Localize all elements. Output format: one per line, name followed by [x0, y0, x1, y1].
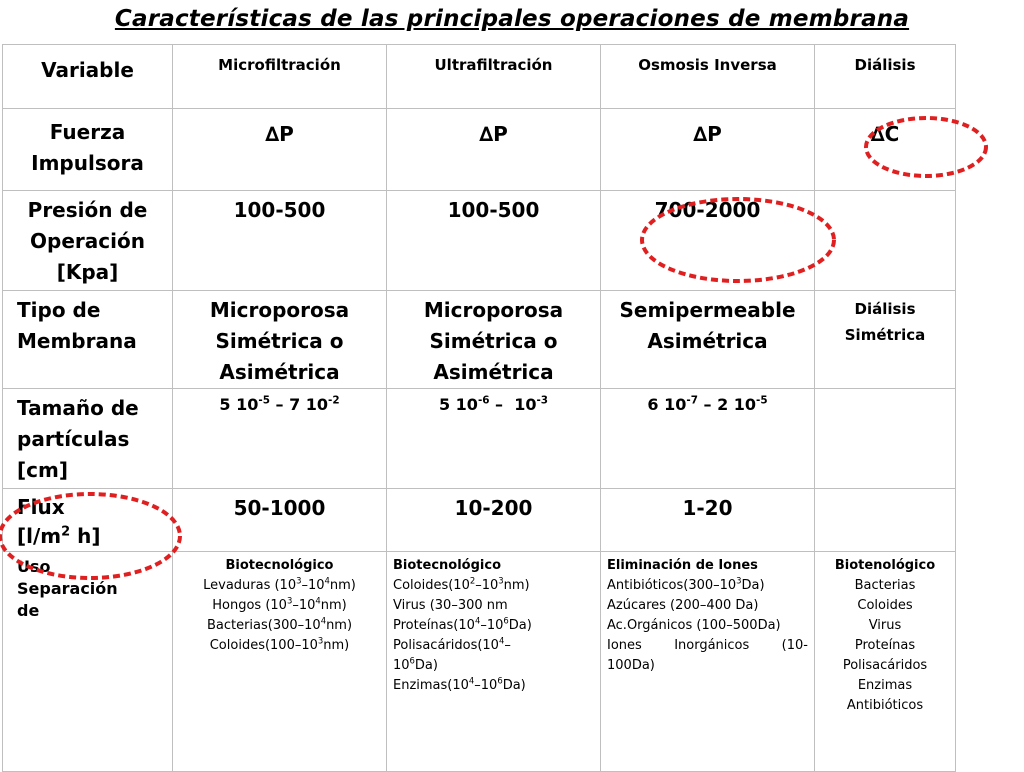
uso-uf [387, 552, 601, 772]
tipo-dialisis [815, 291, 956, 389]
label-line: Membrana [17, 329, 137, 353]
label-tamano-particulas [3, 389, 173, 489]
uso-line: $Bacterias(300-10^4nm)$ [206, 615, 353, 633]
label-line: Flux [17, 495, 65, 519]
header-dialisis: Diálisis [815, 45, 956, 109]
uso-dialisis [815, 552, 956, 772]
presion-uf: 100-500 [387, 191, 601, 291]
uso-line: Azúcares (200–400 Da) [607, 598, 759, 613]
flux-dialisis [815, 489, 956, 552]
uso-heading: Biotenológico [834, 558, 936, 573]
uso-line: $10^6Da$) [393, 655, 438, 673]
cell-line: Microporosa [423, 298, 564, 322]
row-tamano-particulas [3, 389, 956, 489]
cell-line: Semipermeable [619, 298, 796, 322]
tamano-uf: 5 $10^{-6} - 10^{-3}$ [387, 389, 601, 489]
label-line: Tipo de [17, 298, 101, 322]
label-uso-separacion [3, 552, 173, 772]
cell-line: Diálisis [854, 300, 916, 318]
uso-heading: Eliminación de Iones [607, 558, 758, 573]
label-line: [cm] [17, 458, 68, 482]
header-osmosis-inversa: Osmosis Inversa [601, 45, 815, 109]
cell-line: Asimétrica [219, 360, 340, 384]
flux-uf: 10-200 [387, 489, 601, 552]
label-line: [$l/m^2$ h] [17, 524, 101, 548]
label-line: Impulsora [31, 151, 144, 175]
label-line: Uso [17, 557, 51, 576]
presion-oi: 700-2000 [601, 191, 815, 291]
uso-line: Virus (30–300 nm [393, 598, 508, 613]
cell-line: Microporosa [209, 298, 350, 322]
uso-line: $Proteínas(10^4-10^6Da)$ [393, 615, 532, 633]
flux-mf: 50-1000 [173, 489, 387, 552]
fuerza-uf: ∆P [387, 109, 601, 191]
tamano-dialisis [815, 389, 956, 489]
uso-line: Iones Inorgánicos (10- [607, 638, 808, 653]
uso-line: Enzimas [857, 678, 913, 693]
uso-line: Virus [868, 618, 902, 633]
uso-heading: Biotecnológico [393, 558, 502, 573]
uso-line: Polisacáridos [842, 658, 928, 673]
presion-mf: 100-500 [173, 191, 387, 291]
uso-line: Ac.Orgánicos (100–500Da) [607, 618, 781, 633]
label-line: Presión de [27, 198, 148, 222]
row-presion-operacion [3, 191, 956, 291]
fuerza-oi: ∆P [601, 109, 815, 191]
header-microfiltracion: Microfiltración [173, 45, 387, 109]
uso-heading: Biotecnológico [225, 558, 334, 573]
uso-line: Proteínas [854, 638, 916, 653]
uso-line: 100Da) [607, 658, 655, 673]
uso-line: Antibióticos [846, 698, 924, 713]
uso-line: Bacterias [854, 578, 916, 593]
cell-line: Simétrica o [429, 329, 558, 353]
fuerza-mf: ∆P [173, 109, 387, 191]
row-flux [3, 489, 956, 552]
membrane-table [2, 44, 956, 772]
uso-mf [173, 552, 387, 772]
label-line: Tamaño de [17, 396, 139, 420]
label-line: Operación [30, 229, 145, 253]
uso-line: $Coloides(100-10^3nm)$ [209, 635, 350, 653]
uso-oi [601, 552, 815, 772]
tipo-mf [173, 291, 387, 389]
row-tipo-membrana [3, 291, 956, 389]
label-line: Fuerza [49, 120, 126, 144]
tipo-uf [387, 291, 601, 389]
tipo-oi [601, 291, 815, 389]
uso-line: Hongos $(10^3-10^4nm)$ [212, 595, 347, 613]
header-variable: Variable [3, 45, 173, 109]
uso-line: $Coloides(10^2-10^3nm)$ [393, 575, 530, 593]
label-line: [Kpa] [56, 260, 119, 284]
label-presion-operacion [3, 191, 173, 291]
cell-line: Asimétrica [647, 329, 768, 353]
row-fuerza-impulsora [3, 109, 956, 191]
header-row [3, 45, 956, 109]
row-uso-separacion [3, 552, 956, 772]
flux-oi: 1-20 [601, 489, 815, 552]
label-line: partículas [17, 427, 130, 451]
uso-line: $Polisacáridos(10^4-$ [393, 635, 511, 653]
fuerza-dialisis: ∆C [815, 109, 956, 191]
cell-line: Asimétrica [433, 360, 554, 384]
tamano-mf: 5 $10^{-5} - 7$ $10^{-2}$ [173, 389, 387, 489]
label-line: Separación [17, 579, 118, 598]
label-line: de [17, 601, 40, 620]
uso-line: $Antibióticos(300-10^3Da)$ [607, 575, 765, 593]
uso-line: $Enzimas(10^4-10^6Da)$ [393, 675, 526, 693]
tamano-oi: 6 $10^{-7} - 2$ $10^{-5}$ [601, 389, 815, 489]
label-fuerza-impulsora [3, 109, 173, 191]
uso-line: Coloides [857, 598, 913, 613]
cell-line: Simétrica [844, 326, 926, 344]
label-flux [3, 489, 173, 552]
presion-dialisis [815, 191, 956, 291]
cell-line: Simétrica o [215, 329, 344, 353]
header-ultrafiltracion: Ultrafiltración [387, 45, 601, 109]
label-tipo-membrana [3, 291, 173, 389]
uso-line: Levaduras $(10^3-10^4nm)$ [203, 575, 356, 593]
slide-title: Características de las principales operaciones de membrana [114, 6, 910, 32]
